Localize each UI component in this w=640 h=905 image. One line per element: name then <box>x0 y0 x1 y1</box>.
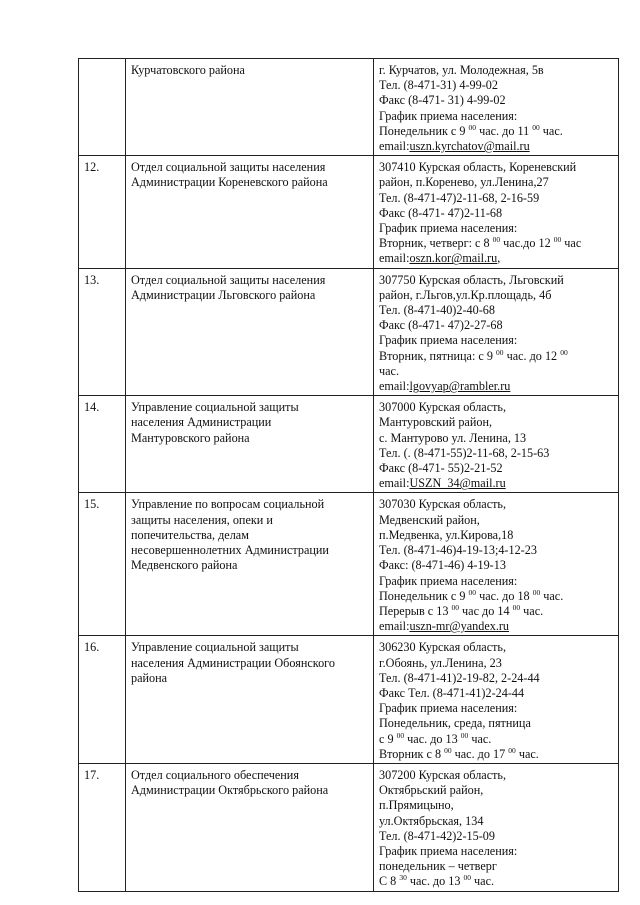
table-row <box>79 59 619 156</box>
table-row <box>79 268 619 396</box>
contact-text: Тел. (8-471-41)2-19-82, 2-24-44 <box>379 670 540 685</box>
contact-text: Мантуровский район, <box>379 415 493 430</box>
contact-line <box>379 814 614 829</box>
row-number: 12. <box>79 156 126 268</box>
contact-line <box>379 604 614 619</box>
contact-line <box>379 206 614 221</box>
offices-table <box>78 58 619 892</box>
contact-text: район, г.Льгов,ул.Кр.площадь, 4б <box>379 287 552 302</box>
contact-line <box>379 349 614 364</box>
contact-line <box>379 497 614 512</box>
contact-text: 307000 Курская область, <box>379 400 507 415</box>
office-name-line: защиты населения, опеки и <box>131 512 273 527</box>
row-number: 17. <box>79 763 126 891</box>
contact-line <box>379 574 614 589</box>
contact-text: Перерыв с 13 <box>379 603 452 618</box>
contact-line <box>379 829 614 844</box>
superscript-minutes: 00 <box>463 873 471 883</box>
contact-text: г. Курчатов, ул. Молодежная, 5в <box>379 63 544 77</box>
office-name-cell <box>126 396 374 493</box>
contact-line <box>379 236 614 251</box>
office-name-line: Курчатовского района <box>131 63 245 77</box>
contact-line <box>379 671 614 686</box>
office-name-cell <box>126 59 374 156</box>
contact-text: Понедельник с 9 <box>379 123 469 138</box>
contact-text: 307750 Курская область, Льговский <box>379 272 564 287</box>
contact-line <box>379 124 614 139</box>
contact-line <box>379 160 614 175</box>
office-name-line: Отдел социальной защиты населения <box>131 160 326 175</box>
office-contacts-cell <box>374 396 619 493</box>
contact-text: час. <box>468 731 492 746</box>
email-link[interactable]: lgovyap@rambler.ru <box>409 379 511 394</box>
contact-text: Факс (8-471- 55)2-21-52 <box>379 461 503 476</box>
contact-line <box>379 874 614 889</box>
office-name-cell <box>126 268 374 396</box>
contact-line <box>379 543 614 558</box>
contact-line <box>379 191 614 206</box>
contact-line <box>379 415 614 430</box>
office-name-line: Отдел социального обеспечения <box>131 767 299 782</box>
contact-line <box>379 844 614 859</box>
contact-text: с 9 <box>379 731 397 746</box>
contact-line <box>379 288 614 303</box>
contact-text: с. Мантурово ул. Ленина, 13 <box>379 430 527 445</box>
contact-text: п.Медвенка, ул.Кирова,18 <box>379 527 514 542</box>
office-name-line: попечительства, делам <box>131 527 249 542</box>
superscript-minutes: 00 <box>444 745 452 755</box>
contact-line <box>379 640 614 655</box>
contact-line <box>379 589 614 604</box>
email-link[interactable]: USZN_34@mail.ru <box>409 476 506 491</box>
office-name-cell <box>126 156 374 268</box>
office-name-line: Мантуровского района <box>131 430 250 445</box>
office-contacts-cell <box>374 268 619 396</box>
office-name-line: Администрации Октябрьского района <box>131 783 329 798</box>
contact-line <box>379 732 614 747</box>
superscript-minutes: 30 <box>399 873 407 883</box>
contact-text: С 8 <box>379 874 400 889</box>
table-row <box>79 156 619 268</box>
contact-text: email: <box>379 251 410 266</box>
contact-text: График приема населения: <box>379 333 518 348</box>
contact-line <box>379 446 614 461</box>
office-contacts-cell <box>374 156 619 268</box>
office-name-line: Управление по вопросам социальной <box>131 497 325 512</box>
contact-text: Факс (8-471- 47)2-11-68 <box>379 205 503 220</box>
contact-text: Понедельник с 9 <box>379 588 469 603</box>
contact-line <box>379 139 614 154</box>
contact-text: График приема населения: <box>379 573 518 588</box>
contact-line <box>379 461 614 476</box>
contact-line <box>379 619 614 634</box>
office-name-cell <box>126 493 374 636</box>
contact-text: час. <box>471 874 495 889</box>
contact-line <box>379 859 614 874</box>
email-link[interactable]: uszn-mr@yandex.ru <box>409 619 510 634</box>
contact-line <box>379 221 614 236</box>
contact-text: час. <box>520 603 544 618</box>
contact-text: График приема населения: <box>379 221 518 236</box>
contact-line <box>379 318 614 333</box>
contact-text: Факс: (8-471-46) 4-19-13 <box>379 558 506 573</box>
contact-text: час до 14 <box>459 603 513 618</box>
office-name-line: Отдел социальной защиты населения <box>131 272 326 287</box>
superscript-minutes: 00 <box>468 122 477 132</box>
contact-text: час. <box>540 588 564 603</box>
table-row <box>79 636 619 764</box>
contact-text: час. до 13 <box>406 874 464 889</box>
table-row <box>79 396 619 493</box>
contact-text: Тел. (8-471-42)2-15-09 <box>379 828 495 843</box>
email-link[interactable]: uszn.kyrchatov@mail.ru <box>409 139 530 154</box>
contact-line <box>379 333 614 348</box>
office-name-line: Администрации Льговского района <box>131 287 316 302</box>
contact-text: Тел. (. (8-471-55)2-11-68, 2-15-63 <box>379 445 550 460</box>
contact-line <box>379 656 614 671</box>
contact-text: График приема населения: <box>379 843 518 858</box>
contact-line <box>379 364 614 379</box>
office-contacts-cell <box>374 763 619 891</box>
contact-text: п.Прямицыно, <box>379 798 454 813</box>
contact-line <box>379 476 614 491</box>
contact-text: час. до 17 <box>451 746 509 761</box>
office-name-line: Администрации Кореневского района <box>131 175 328 190</box>
superscript-minutes: 00 <box>508 745 516 755</box>
superscript-minutes: 00 <box>553 235 562 245</box>
contact-text: Октябрьский район, <box>379 783 484 798</box>
contact-text: час. до 12 <box>503 348 561 363</box>
contact-text: Вторник с 8 <box>379 746 445 761</box>
contact-text: Медвенский район, <box>379 512 480 527</box>
office-name-cell <box>126 763 374 891</box>
contact-line <box>379 686 614 701</box>
contact-line <box>379 78 614 93</box>
superscript-minutes: 00 <box>492 235 501 245</box>
superscript-minutes: 00 <box>512 602 521 612</box>
row-number: 15. <box>79 493 126 636</box>
contact-text: час.до 12 <box>500 236 554 251</box>
office-contacts-cell <box>374 59 619 156</box>
office-name-line: несовершеннолетних Администрации <box>131 543 329 558</box>
contact-text: 307410 Курская область, Кореневский <box>379 160 577 175</box>
contact-text: email: <box>379 379 410 394</box>
contact-line <box>379 379 614 394</box>
table-row <box>79 763 619 891</box>
superscript-minutes: 00 <box>496 347 504 357</box>
contact-line <box>379 716 614 731</box>
office-name-cell <box>126 636 374 764</box>
contact-line <box>379 798 614 813</box>
office-name-line: населения Администрации Обоянского <box>131 655 335 670</box>
contact-text: Факс Тел. (8-471-41)2-24-44 <box>379 685 525 700</box>
contact-text: Вторник, четверг: с 8 <box>379 236 493 251</box>
office-name-line: Управление социальной защиты <box>131 400 299 415</box>
contact-text: час. до 11 <box>476 123 533 138</box>
contact-text: понедельник – четверг <box>379 859 497 874</box>
contact-text: Тел. (8-471-47)2-11-68, 2-16-59 <box>379 190 540 205</box>
row-number: 16. <box>79 636 126 764</box>
contact-line <box>379 303 614 318</box>
row-number: 13. <box>79 268 126 396</box>
contact-line <box>379 273 614 288</box>
contact-text: График приема населения: <box>379 108 518 123</box>
contact-line <box>379 768 614 783</box>
superscript-minutes: 00 <box>460 730 469 740</box>
superscript-minutes: 00 <box>396 730 405 740</box>
contact-line <box>379 513 614 528</box>
table-row <box>79 493 619 636</box>
contact-text: Тел. (8-471-31) 4-99-02 <box>379 78 498 93</box>
contact-text: час. до 18 <box>476 588 533 603</box>
office-contacts-cell <box>374 636 619 764</box>
contact-text: email: <box>379 476 410 491</box>
contact-text: час. <box>539 123 563 138</box>
contact-text: 307030 Курская область, <box>379 497 507 512</box>
office-name-line: района <box>131 670 168 685</box>
contact-line <box>379 701 614 716</box>
contact-line <box>379 747 614 762</box>
contact-text: час. до 13 <box>404 731 461 746</box>
superscript-minutes: 00 <box>468 587 477 597</box>
contact-line <box>379 783 614 798</box>
office-name-line: населения Администрации <box>131 415 272 430</box>
contact-text: График приема населения: <box>379 701 518 716</box>
contact-text: час. <box>379 363 399 378</box>
contact-text: час. <box>515 746 539 761</box>
contact-text: Факс (8-471- 31) 4-99-02 <box>379 93 506 108</box>
superscript-minutes: 00 <box>532 122 540 132</box>
contact-text: 307200 Курская область, <box>379 767 507 782</box>
contact-line <box>379 109 614 124</box>
contact-text: , <box>497 251 501 266</box>
contact-text: Понедельник, среда, пятница <box>379 716 531 731</box>
superscript-minutes: 00 <box>560 347 568 357</box>
row-number: 14. <box>79 396 126 493</box>
contact-line <box>379 528 614 543</box>
office-name-line: Управление социальной защиты <box>131 640 299 655</box>
contact-text: Тел. (8-471-40)2-40-68 <box>379 303 495 318</box>
contact-text: Тел. (8-471-46)4-19-13;4-12-23 <box>379 543 537 558</box>
contact-line <box>379 431 614 446</box>
office-name-line: Медвенского района <box>131 558 238 573</box>
contact-text: район, п.Коренево, ул.Ленина,27 <box>379 175 549 190</box>
superscript-minutes: 00 <box>532 587 541 597</box>
contact-text: ул.Октябрьская, 134 <box>379 813 484 828</box>
contact-text: г.Обоянь, ул.Ленина, 23 <box>379 655 502 670</box>
contact-text: 306230 Курская область, <box>379 640 507 655</box>
superscript-minutes: 00 <box>451 602 459 612</box>
contact-line <box>379 251 614 266</box>
contact-text: email: <box>379 619 410 634</box>
contact-line <box>379 175 614 190</box>
contact-text: Факс (8-471- 47)2-27-68 <box>379 318 503 333</box>
contact-line <box>379 63 614 78</box>
contact-text: час <box>561 236 582 251</box>
contact-text: Вторник, пятница: с 9 <box>379 348 497 363</box>
offices-table-body <box>79 59 619 892</box>
email-link[interactable]: oszn.kor@mail.ru <box>409 251 498 266</box>
office-contacts-cell <box>374 493 619 636</box>
contact-line <box>379 93 614 108</box>
contact-line <box>379 558 614 573</box>
contact-line <box>379 400 614 415</box>
contact-text: email: <box>379 139 410 154</box>
row-number <box>79 59 126 156</box>
